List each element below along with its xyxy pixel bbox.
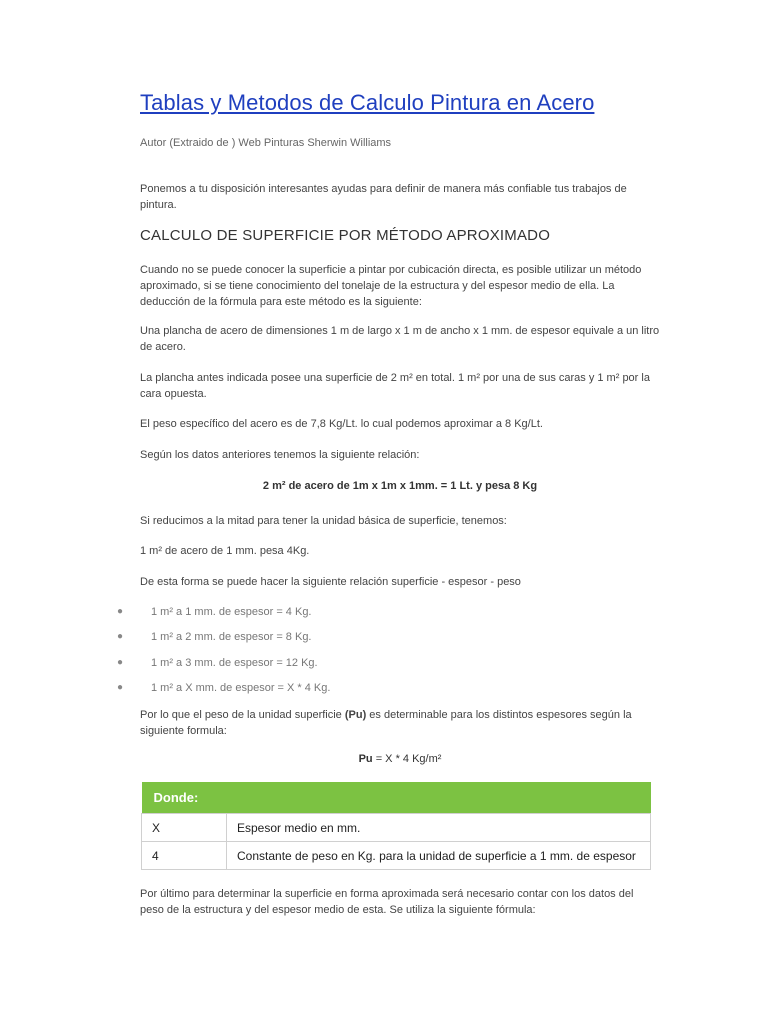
paragraph-plancha: Una plancha de acero de dimensiones 1 m de largo x 1 m de ancho x 1 mm. de espesor equivale a un litro de acero. [140, 325, 660, 353]
section-heading: CALCULO DE SUPERFICIE POR MÉTODO APROXIMADO [140, 227, 551, 244]
page-title[interactable]: Tablas y Metodos de Calculo Pintura en Acero [140, 90, 595, 115]
pu-text-post: es determinable para los distintos espesores según la siguiente formula: [140, 709, 632, 737]
table-header: Donde: [142, 782, 651, 814]
author-line: Autor (Extraido de ) Web Pinturas Sherwin Williams [140, 137, 392, 149]
list-item [0, 606, 600, 622]
relation-formula: 2 m² de acero de 1m x 1m x 1mm. = 1 Lt. y pesa 8 Kg [262, 480, 538, 492]
paragraph-peso-especifico: El peso específico del acero es de 7,8 Kg/Lt. lo cual podemos aproximar a 8 Kg/Lt. [140, 418, 543, 430]
list-item [0, 657, 600, 673]
paragraph-pu [140, 707, 660, 739]
definitions-table [141, 782, 651, 870]
paragraph-relacion-espesor: De esta forma se puede hacer la siguiente relación superficie - espesor - peso [140, 576, 521, 588]
pu-formula [140, 753, 660, 765]
list-item-text: 1 m² a 1 mm. de espesor = 4 Kg. [151, 606, 312, 618]
list-item [0, 631, 600, 647]
table-cell-meaning: Espesor medio en mm. [227, 814, 651, 842]
list-item [0, 682, 600, 698]
table-row [142, 842, 651, 870]
table-cell-symbol: X [142, 814, 227, 842]
bullet-icon: ● [117, 682, 124, 693]
bullet-icon: ● [117, 631, 124, 642]
pu-text-pre: Por lo que el peso de la unidad superficie [140, 709, 345, 721]
paragraph-method: Cuando no se puede conocer la superficie a pintar por cubicación directa, es posible utilizar un método aproximado, si se tiene conocimiento del tonelaje de la estructura y del espesor medio de ella. La deducción de la fórmula para este método es la siguiente: [140, 264, 642, 308]
table-row [142, 814, 651, 842]
paragraph-superficie: La plancha antes indicada posee una superficie de 2 m² en total. 1 m² por una de sus caras y 1 m² por la cara opuesta. [140, 372, 650, 400]
paragraph-final: Por último para determinar la superficie en forma aproximada será necesario contar con los datos del peso de la estructura y del espesor medio de esta. Se utiliza la siguiente fórmula: [140, 888, 634, 916]
list-item-text: 1 m² a X mm. de espesor = X * 4 Kg. [151, 682, 331, 694]
pu-symbol: (Pu) [344, 709, 367, 721]
table-cell-symbol: 4 [142, 842, 227, 870]
pu-formula-symbol: Pu [358, 753, 373, 765]
list-item-text: 1 m² a 2 mm. de espesor = 8 Kg. [151, 631, 312, 643]
pu-formula-rest: = X * 4 Kg/m² [372, 753, 442, 765]
intro-paragraph: Ponemos a tu disposición interesantes ayudas para definir de manera más confiable tus trabajos de pintura. [140, 183, 627, 211]
table-cell-meaning: Constante de peso en Kg. para la unidad de superficie a 1 mm. de espesor [227, 842, 651, 870]
paragraph-unidad-basica: 1 m² de acero de 1 mm. pesa 4Kg. [140, 545, 310, 557]
bullet-icon: ● [117, 657, 124, 668]
bullet-icon: ● [117, 606, 124, 617]
paragraph-reduccion: Si reducimos a la mitad para tener la unidad básica de superficie, tenemos: [140, 515, 507, 527]
paragraph-relacion-intro: Según los datos anteriores tenemos la siguiente relación: [140, 449, 420, 461]
list-item-text: 1 m² a 3 mm. de espesor = 12 Kg. [151, 657, 318, 669]
